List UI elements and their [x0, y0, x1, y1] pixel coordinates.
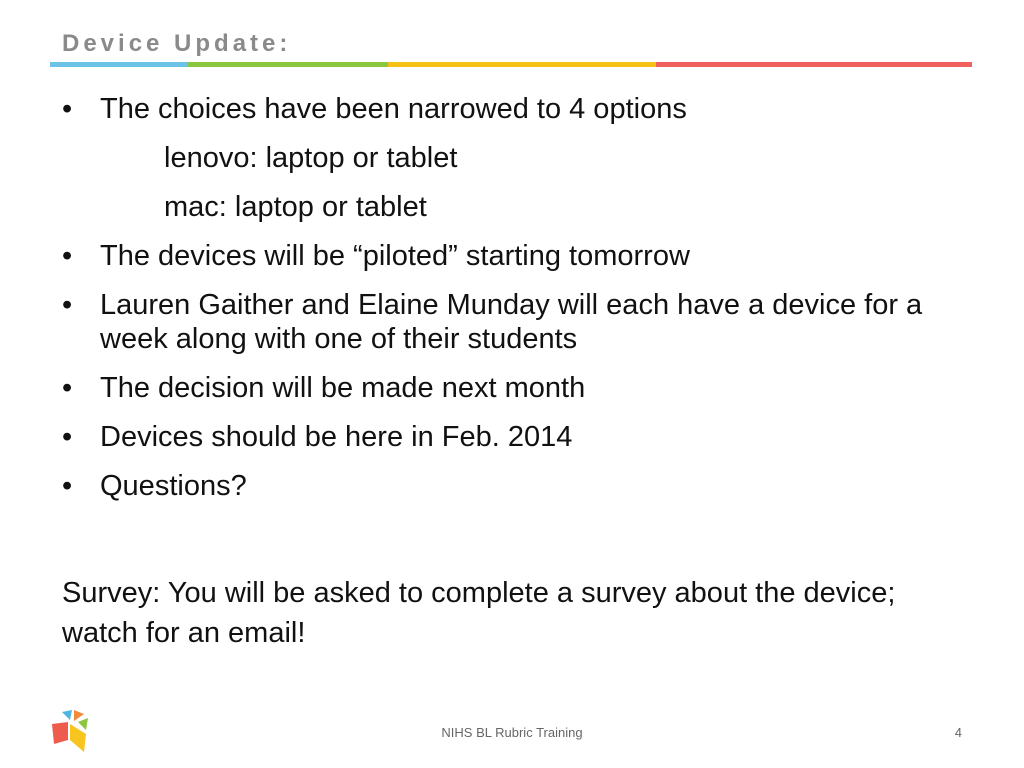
- bullet-marker: •: [62, 93, 73, 125]
- bullet-marker: •: [62, 372, 73, 404]
- bullet-item: [62, 92, 962, 126]
- bullet-text: Questions?: [100, 470, 247, 502]
- bullet-marker: •: [62, 289, 73, 321]
- bullet-item: [62, 469, 962, 503]
- bullet-marker: •: [62, 470, 73, 502]
- rule-segment-green: [188, 62, 388, 67]
- slide-title: Device Update:: [62, 30, 292, 57]
- rule-segment-yellow: [388, 62, 656, 67]
- rule-segment-red: [656, 62, 972, 67]
- bullet-text: The decision will be made next month: [100, 372, 586, 404]
- bullet-item: [62, 288, 962, 356]
- bullet-marker: •: [62, 240, 73, 272]
- bullet-text: Devices should be here in Feb. 2014: [100, 421, 573, 453]
- sub-item-text: lenovo: laptop or tablet: [164, 142, 458, 174]
- slide-body: [62, 92, 962, 682]
- bullet-item: [62, 371, 962, 405]
- survey-note: Survey: You will be asked to complete a survey about the device; watch for an email!: [62, 577, 896, 649]
- bullet-text: Lauren Gaither and Elaine Munday will each have a device for a week along with one of their students: [100, 289, 923, 355]
- bullet-text: The devices will be “piloted” starting tomorrow: [100, 240, 690, 272]
- bullet-item: [62, 239, 962, 273]
- sub-item: [62, 141, 962, 175]
- title-underline: [50, 62, 972, 67]
- footer-text: NIHS BL Rubric Training: [441, 725, 583, 740]
- bullet-text: The choices have been narrowed to 4 options: [100, 93, 687, 125]
- sub-item: [62, 190, 962, 224]
- page-number: 4: [954, 725, 962, 740]
- bullet-item: [62, 420, 962, 454]
- sub-item-text: mac: laptop or tablet: [164, 191, 427, 223]
- bullet-marker: •: [62, 421, 73, 453]
- logo-shape-blue: [62, 710, 72, 720]
- rule-segment-blue: [50, 62, 188, 67]
- logo-shape-orange: [74, 710, 84, 721]
- bullet-list: [62, 92, 962, 503]
